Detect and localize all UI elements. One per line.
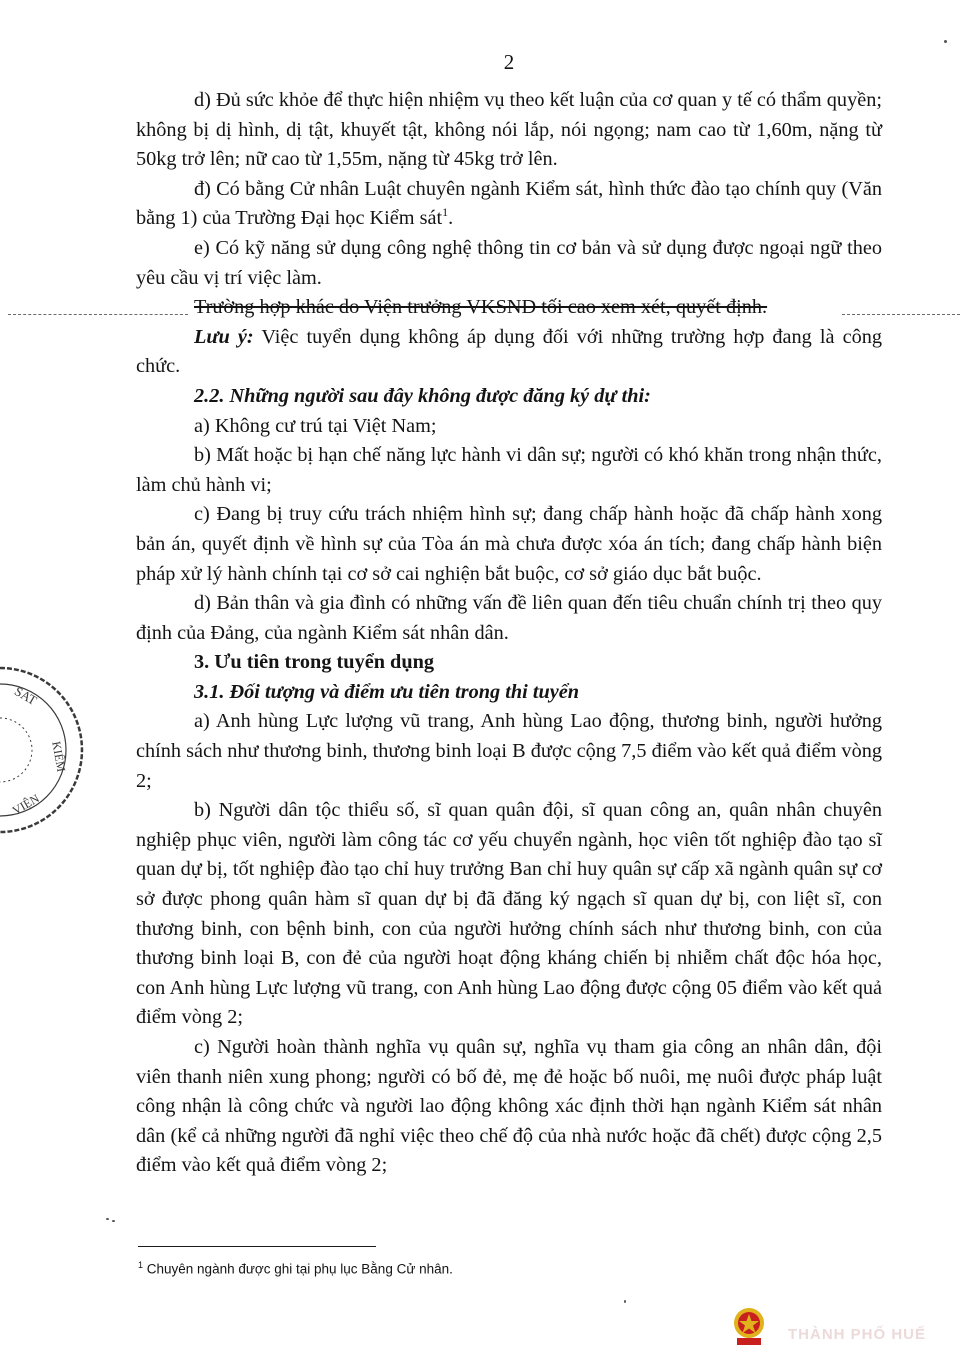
watermark-text: THÀNH PHỐ HUẾ: [788, 1326, 927, 1343]
page-number: 2: [503, 50, 515, 74]
paragraph-priority-service: c) Người hoàn thành nghĩa vụ quân sự, nghĩa vụ tham gia công an nhân dân, đội viên thanh niên xung phong; người có bố đẻ, mẹ đẻ hoặc bố nuôi, mẹ nuôi được pháp luật công nhận là công chức và người lao động không xác định thời hạn ngành Kiểm sát nhân dân (kể cả những người đã nghỉ việc theo chế độ của nhà nước hoặc đã chết) được cộng 2,5 điểm vào kết quả điểm vòng 2;: [136, 1036, 882, 1177]
paragraph-not-resident: a) Không cư trú tại Việt Nam;: [194, 414, 437, 437]
heading-2-2: 2.2. Những người sau đây không được đăng ký dự thi:: [194, 384, 651, 407]
note-label: Lưu ý:: [194, 325, 254, 348]
paragraph-struck-other-cases: Trường hợp khác do Viện trưởng VKSND tối cao xem xét, quyết định.: [194, 296, 768, 319]
paragraph-law-degree-text: đ) Có bằng Cử nhân Luật chuyên ngành Kiểm sát, hình thức đào tạo chính quy (Văn bằng 1) của Trường Đại học Kiểm sát: [136, 177, 882, 230]
scan-speck: [624, 1300, 626, 1303]
seal-text-right: KIỂM: [49, 740, 69, 773]
note-text: Việc tuyển dụng không áp dụng đối với những trường hợp đang là công chức.: [136, 325, 882, 378]
paragraph-health-requirement: d) Đủ sức khỏe để thực hiện nhiệm vụ theo kết luận của cơ quan y tế có thẩm quyền; không bị dị hình, dị tật, khuyết tật, không nói lắp, nói ngọng; nam cao từ 1,60m, nặng từ 50kg trở lên; nữ cao từ 1,55m, nặng từ 45kg trở lên.: [136, 89, 882, 171]
paragraph-criminal-liability: c) Đang bị truy cứu trách nhiệm hình sự; đang chấp hành hoặc đã chấp hành xong bản án, quyết định về hình sự của Tòa án mà chưa được xóa án tích; đang chấp hành biện pháp xử lý hành chính tại cơ sở cai nghiện bắt buộc, cơ sở giáo dục bắt buộc.: [136, 503, 882, 585]
paragraph-law-degree: [136, 175, 882, 234]
heading-3-1: 3.1. Đối tượng và điểm ưu tiên trong thi tuyển: [194, 680, 580, 703]
seal-text-bottom: VIỆN: [9, 791, 42, 818]
footnote-reference: 1: [442, 205, 449, 220]
footnote-number: 1: [138, 1260, 144, 1270]
footnote-text: Chuyên ngành được ghi tại phụ lục Bằng Cử nhân.: [143, 1261, 453, 1277]
paragraph-civil-capacity: b) Mất hoặc bị hạn chế năng lực hành vi dân sự; người có khó khăn trong nhận thức, làm chủ hành vi;: [136, 444, 882, 496]
footnote-divider: [138, 1246, 376, 1247]
footnote: [138, 1260, 838, 1277]
paragraph-law-degree-end: .: [448, 207, 454, 230]
paragraph-priority-heroes: a) Anh hùng Lực lượng vũ trang, Anh hùng Lao động, thương binh, người hưởng chính sách như thương binh, thương binh loại B được cộng 7,5 điểm vào kết quả điểm vòng 2;: [136, 710, 882, 792]
scan-speck: [944, 40, 947, 43]
partial-seal-stamp: [0, 660, 84, 840]
paragraph-it-skills: e) Có kỹ năng sử dụng công nghệ thông tin cơ bản và sử dụng được ngoại ngữ theo yêu cầu vị trí việc làm.: [136, 236, 882, 289]
heading-3: 3. Ưu tiên trong tuyển dụng: [194, 651, 435, 674]
paragraph-political-standards: d) Bản thân và gia đình có những vấn đề liên quan đến tiêu chuẩn chính trị theo quy định của Đảng, của ngành Kiểm sát nhân dân.: [136, 592, 882, 644]
scan-speck: [112, 1220, 115, 1222]
document-body: [136, 86, 882, 1181]
paragraph-priority-ethnic-military: b) Người dân tộc thiểu số, sĩ quan quân đội, sĩ quan công an, quân nhân chuyên nghiệp phục viên, người làm công tác cơ yếu chuyển ngành, học viên tốt nghiệp đào tạo sĩ quan dự bị, tốt nghiệp đào tạo chỉ huy trưởng Ban chỉ huy quân sự cấp xã ngành quân sự cơ sở được phong quân hàm sĩ quan dự bị đã đăng ký ngạch sĩ quan dự bị, con liệt sĩ, con thương binh, con bệnh binh, con của người hưởng chính sách như thương binh, con của thương binh loại B, con đẻ của người hoạt động kháng chiến bị nhiễm chất độc hóa học, con Anh hùng Lực lượng vũ trang, con Anh hùng Lao động được cộng 05 điểm vào kết quả điểm vòng 2;: [136, 799, 882, 1029]
national-emblem-icon: [730, 1305, 768, 1349]
paragraph-note: [136, 323, 882, 382]
scan-speck: [106, 1218, 109, 1220]
seal-text-top: SAT: [12, 683, 40, 708]
